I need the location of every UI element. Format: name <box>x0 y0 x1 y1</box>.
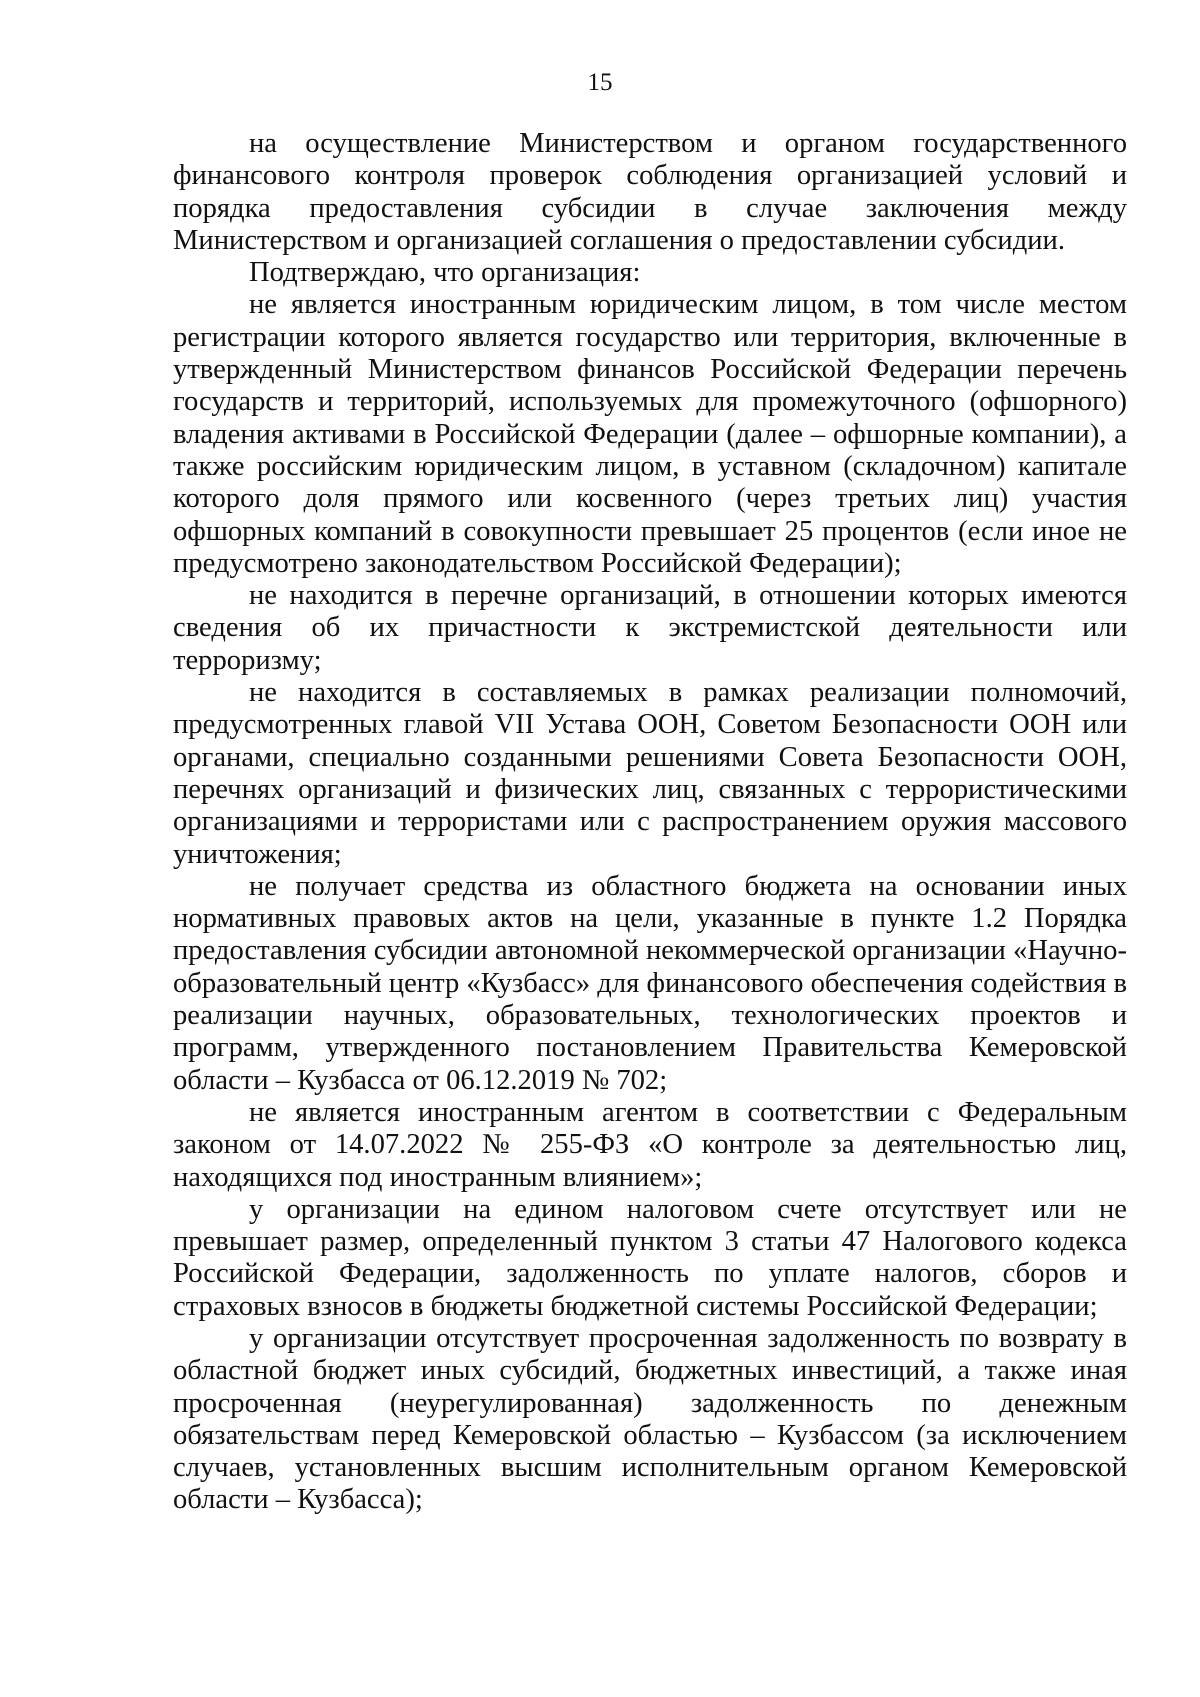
paragraph-consent-inspections: на осуществление Министерством и органом государственного финансового контроля проверок соблюдения организацией условий и порядка предоставления субсидии в случае заключения между Министерством и организацией соглашения о предоставлении субсидии. <box>173 128 1127 256</box>
paragraph-not-extremist-list: не находится в перечне организаций, в отношении которых имеются сведения об их причастности к экстремистской деятельности или терроризму; <box>173 580 1127 676</box>
paragraph-tax-debt: у организации на едином налоговом счете отсутствует или не превышает размер, определенный пунктом 3 статьи 47 Налогового кодекса Российской Федерации, задолженность по уплате налогов, сборов и страховых взносов в бюджеты бюджетной системы Российской Федерации; <box>173 1193 1127 1322</box>
paragraph-not-foreign-agent: не является иностранным агентом в соответствии с Федеральным законом от 14.07.2022 № 255-ФЗ «О контроле за деятельностью лиц, находящихся под иностранным влиянием»; <box>173 1096 1127 1193</box>
paragraph-not-un-sanctions-list: не находится в составляемых в рамках реализации полномочий, предусмотренных главой VII Устава ООН, Советом Безопасности ООН или органами, специально созданными решениями Совета Безопасности ООН, перечнях организаций и физических лиц, связанных с террористическими организациями и террористами или с распространением оружия массового уничтожения; <box>173 677 1127 870</box>
paragraph-no-overdue-debt: у организации отсутствует просроченная задолженность по возврату в областной бюджет иных субсидий, бюджетных инвестиций, а также иная просроченная (неурегулированная) задолженность по денежным обязательствам перед Кемеровской областью – Кузбассом (за исключением случаев, установленных высшим исполнительным органом Кемеровской области – Кузбасса); <box>173 1322 1127 1516</box>
paragraph-confirmation-intro: Подтверждаю, что организация: <box>249 257 641 289</box>
paragraph-not-foreign-entity: не является иностранным юридическим лицом, в том числе местом регистрации которого является государство или территория, включенные в утвержденный Министерством финансов Российской Федерации перечень государств и территорий, используемых для промежуточного (офшорного) владения активами в Российской Федерации (далее – офшорные компании), а также российским юридическим лицом, в уставном (складочном) капитале которого доля прямого или косвенного (через третьих лиц) участия офшорных компаний в совокупности превышает 25 процентов (если иное не предусмотрено законодательством Российской Федерации); <box>173 289 1127 579</box>
page-number: 15 <box>587 69 613 96</box>
paragraph-no-other-budget-funds: не получает средства из областного бюджета на основании иных нормативных правовых актов на цели, указанные в пункте 1.2 Порядка предоставления субсидии автономной некоммерческой организации «Научно-образовательный центр «Кузбасс» для финансового обеспечения содействия в реализации научных, образовательных, технологических проектов и программ, утвержденного постановлением Правительства Кемеровской области – Кузбасса от 06.12.2019 № 702; <box>173 870 1127 1096</box>
document-body <box>173 128 1127 1517</box>
